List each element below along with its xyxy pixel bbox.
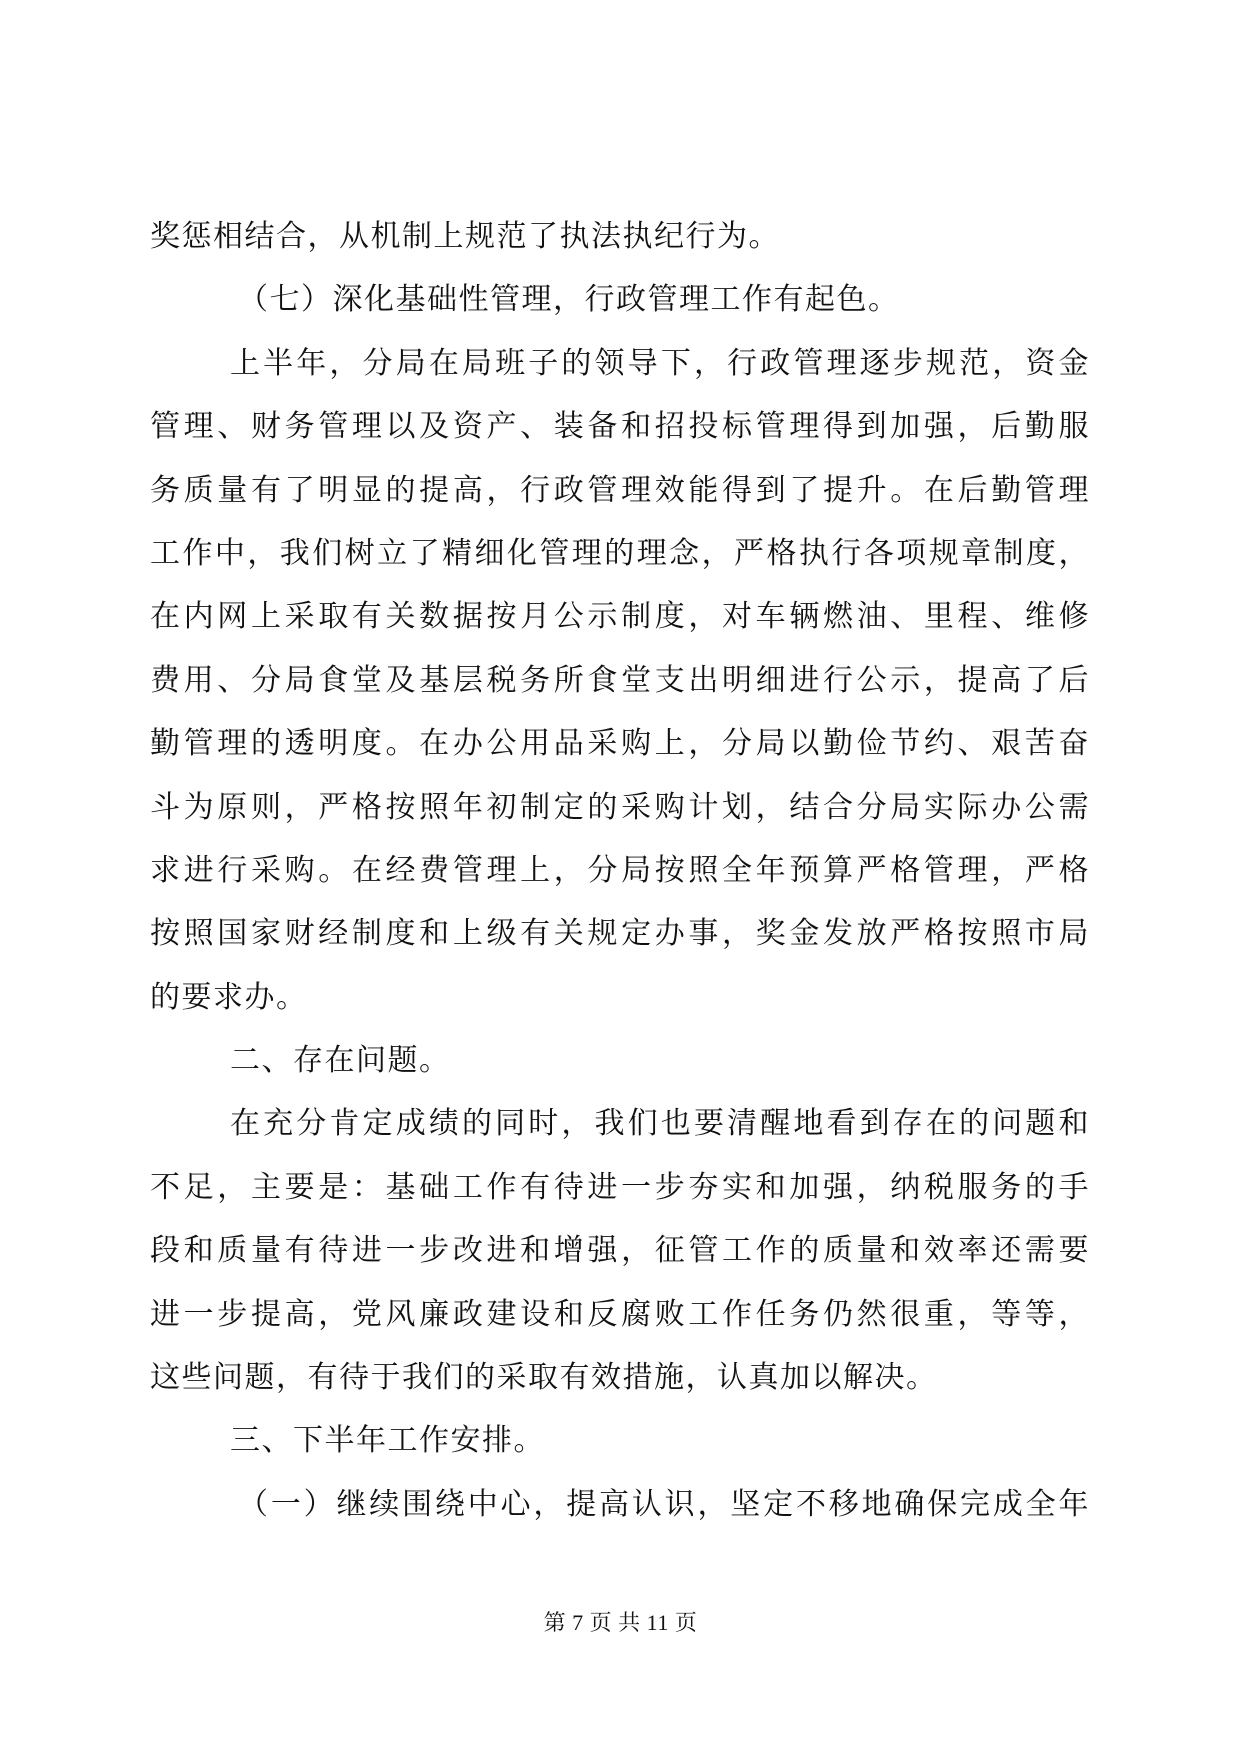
section-heading: 二、存在问题。 bbox=[230, 1043, 451, 1079]
text-line: 求进行采购。在经费管理上，分局按照全年预算严格管理，严格 bbox=[150, 852, 1090, 888]
text-line: 务质量有了明显的提高，行政管理效能得到了提升。在后勤管理 bbox=[150, 472, 1090, 508]
text-line: 斗为原则，严格按照年初制定的采购计划，结合分局实际办公需 bbox=[150, 789, 1090, 825]
page-footer: 第 7 页 共 11 页 bbox=[543, 1610, 698, 1635]
text-line: 费用、分局食堂及基层税务所食堂支出明细进行公示，提高了后 bbox=[150, 662, 1090, 698]
text-line: （一）继续围绕中心，提高认识，坚定不移地确保完成全年 bbox=[238, 1486, 1090, 1522]
text-line: 在充分肯定成绩的同时，我们也要清醒地看到存在的问题和 bbox=[230, 1106, 1090, 1142]
body-text bbox=[150, 205, 1090, 1536]
text-line: 管理、财务管理以及资产、装备和招投标管理得到加强，后勤服 bbox=[150, 409, 1090, 445]
text-line: 在内网上采取有关数据按月公示制度，对车辆燃油、里程、维修 bbox=[150, 599, 1090, 635]
text-line: 勤管理的透明度。在办公用品采购上，分局以勤俭节约、艰苦奋 bbox=[150, 726, 1090, 762]
text-line: 的要求办。 bbox=[150, 979, 308, 1015]
text-line: 这些问题，有待于我们的采取有效措施，认真加以解决。 bbox=[150, 1360, 938, 1396]
section-heading: （七）深化基础性管理，行政管理工作有起色。 bbox=[238, 282, 900, 318]
section-heading: 三、下半年工作安排。 bbox=[230, 1423, 545, 1459]
text-line: 按照国家财经制度和上级有关规定办事，奖金发放严格按照市局 bbox=[150, 916, 1090, 952]
text-line: 不足，主要是：基础工作有待进一步夯实和加强，纳税服务的手 bbox=[150, 1169, 1090, 1205]
text-line: 工作中，我们树立了精细化管理的理念，严格执行各项规章制度， bbox=[150, 535, 1090, 571]
text-line: 进一步提高，党风廉政建设和反腐败工作任务仍然很重，等等， bbox=[150, 1296, 1090, 1332]
text-line: 段和质量有待进一步改进和增强，征管工作的质量和效率还需要 bbox=[150, 1233, 1090, 1269]
text-line: 奖惩相结合，从机制上规范了执法执纪行为。 bbox=[150, 219, 780, 254]
text-line: 上半年，分局在局班子的领导下，行政管理逐步规范，资金 bbox=[230, 345, 1090, 381]
